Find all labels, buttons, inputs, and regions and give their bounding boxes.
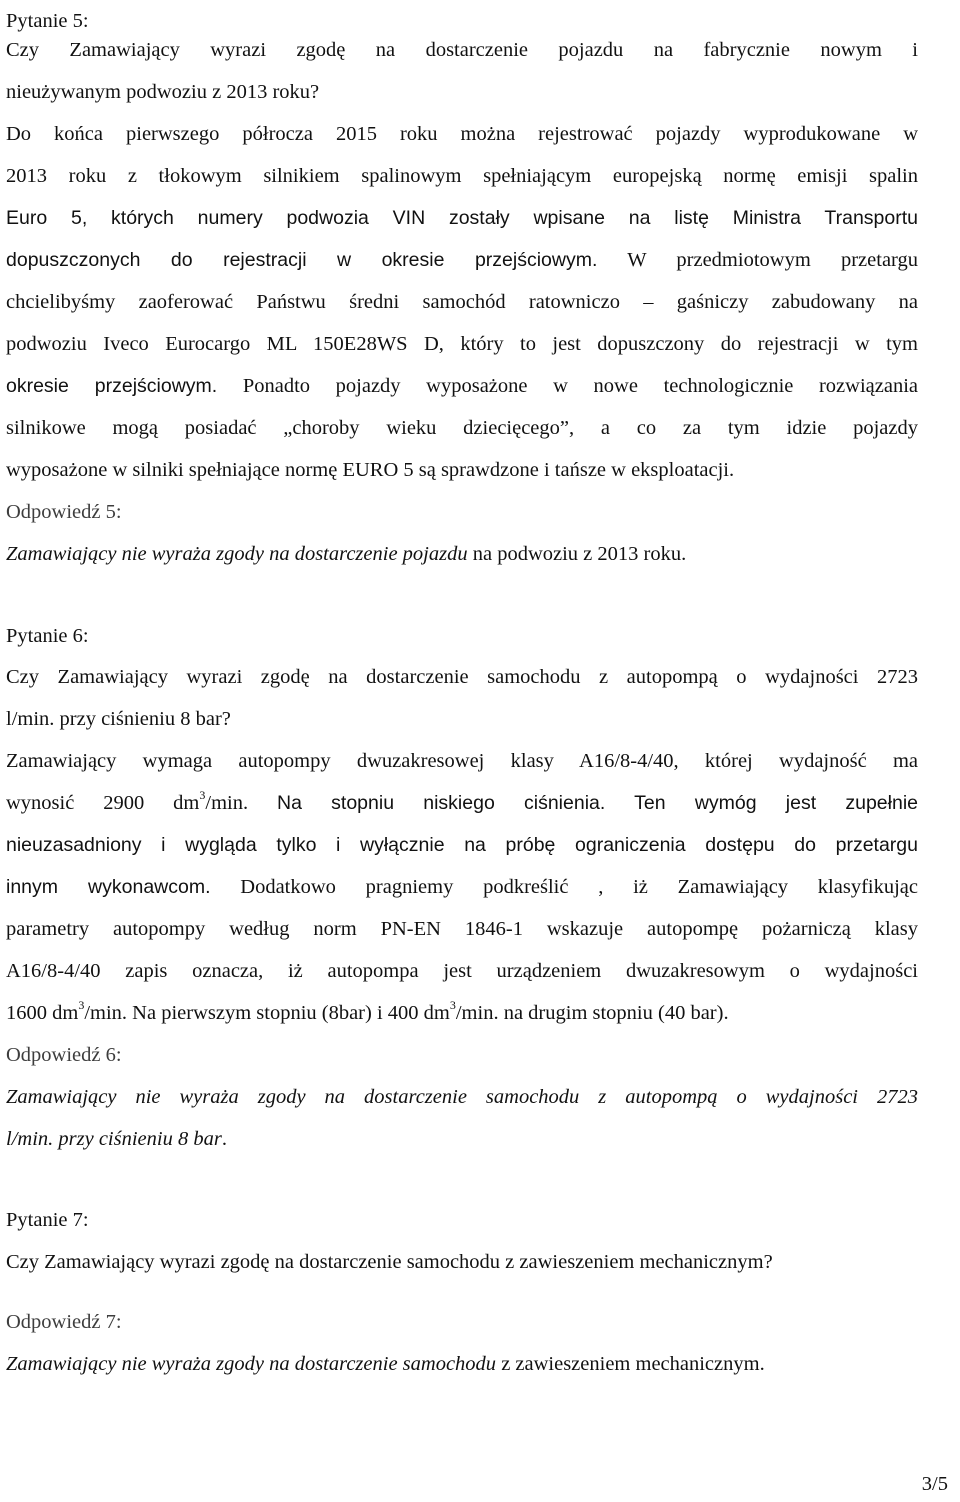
argument-6-line-2-part-2: /min. — [205, 792, 249, 814]
argument-6-line-2 — [6, 782, 918, 824]
question-6-label: Pytanie 6: — [6, 625, 89, 647]
superscript-3: 3 — [78, 998, 85, 1013]
argument-6-line-7-part-2: /min. Na pierwszym stopniu (8bar) i 400 dm — [84, 1002, 450, 1024]
argument-5-line-2: 2013 roku z tłokowym silnikiem spalinowym spełniającym europejską normę emisji spalin — [6, 165, 918, 187]
answer-5-label: Odpowiedź 5: — [6, 501, 122, 523]
question-5-label: Pytanie 5: — [6, 10, 89, 32]
argument-6-line-2-part-1: wynosić 2900 dm — [6, 792, 200, 814]
answer-7-italic: Zamawiający nie wyraża zgody na dostarczenie samochodu — [6, 1353, 497, 1375]
argument-5-line-7-part-1: okresie przejściowym. — [6, 375, 218, 397]
argument-5-line-6: podwoziu Iveco Eurocargo ML 150E28WS D, który to jest dopuszczony do rejestracji w tym — [6, 333, 918, 355]
superscript-3: 3 — [199, 788, 206, 803]
question-7-label: Pytanie 7: — [6, 1209, 89, 1231]
argument-6-line-4 — [6, 866, 918, 908]
answer-6-line-2-italic: l/min. przy ciśnieniu 8 bar — [6, 1128, 222, 1150]
argument-5-line-8: silnikowe mogą posiadać „choroby wieku dziecięcego”, a co za tym idzie pojazdy — [6, 417, 918, 439]
argument-6-line-3: nieuzasadniony i wygląda tylko i wyłącznie na próbę ograniczenia dostępu do przetargu — [6, 834, 918, 856]
argument-6-line-6: A16/8-4/40 zapis oznacza, iż autopompa jest urządzeniem dwuzakresowym o wydajności — [6, 960, 918, 982]
argument-5-line-7-part-2: Ponadto pojazdy wyposażone w nowe technologicznie rozwiązania — [242, 375, 919, 397]
argument-5-line-3: Euro 5, których numery podwozia VIN zostały wpisane na listę Ministra Transportu — [6, 207, 918, 229]
superscript-3: 3 — [449, 998, 456, 1013]
question-5-text-line-2: nieużywanym podwoziu z 2013 roku? — [6, 81, 320, 103]
argument-6-line-4-part-1: innym wykonawcom. — [6, 876, 211, 898]
argument-6-line-7-part-3: /min. na drugim stopniu (40 bar). — [455, 1002, 729, 1024]
argument-5-line-4-part-2: W przedmiotowym przetargu — [627, 249, 918, 271]
argument-6-line-7-part-1: 1600 dm — [6, 1002, 79, 1024]
argument-6-line-1: Zamawiający wymaga autopompy dwuzakresowej klasy A16/8-4/40, której wydajność ma — [6, 750, 918, 772]
argument-5-line-5: chcielibyśmy zaoferować Państwu średni samochód ratowniczo – gaśniczy zabudowany na — [6, 291, 918, 313]
answer-7-label: Odpowiedź 7: — [6, 1311, 122, 1333]
argument-5-line-9: wyposażone w silniki spełniające normę EURO 5 są sprawdzone i tańsze w eksploatacji. — [6, 459, 735, 481]
argument-5-line-1: Do końca pierwszego półrocza 2015 roku można rejestrować pojazdy wyprodukowane w — [6, 123, 918, 145]
argument-6-line-5: parametry autopompy według norm PN-EN 1846-1 wskazuje autopompę pożarniczą klasy — [6, 918, 918, 940]
answer-5-text — [6, 533, 918, 575]
answer-6-line-2 — [6, 1118, 918, 1160]
argument-5-line-4-part-1: dopuszczonych do rejestracji w okresie przejściowym. — [6, 249, 598, 271]
argument-6-line-7 — [6, 992, 918, 1034]
answer-5-italic: Zamawiający nie wyraża zgody na dostarczenie pojazdu — [6, 543, 468, 565]
answer-6-line-2-end: . — [221, 1128, 227, 1150]
answer-7-rest: z zawieszeniem mechanicznym. — [496, 1353, 765, 1375]
argument-5-line-7 — [6, 365, 918, 407]
question-5-text-line-1: Czy Zamawiający wyrazi zgodę na dostarczenie pojazdu na fabrycznie nowym i — [6, 39, 918, 61]
page-number: 3/5 — [921, 1473, 948, 1495]
question-6-text-line-2: l/min. przy ciśnieniu 8 bar? — [6, 708, 231, 730]
question-6-text-line-1: Czy Zamawiający wyrazi zgodę na dostarczenie samochodu z autopompą o wydajności 2723 — [6, 666, 918, 688]
question-7-text: Czy Zamawiający wyrazi zgodę na dostarczenie samochodu z zawieszeniem mechanicznym? — [6, 1251, 773, 1273]
answer-7-text — [6, 1343, 918, 1385]
answer-6-line-1: Zamawiający nie wyraża zgody na dostarczenie samochodu z autopompą o wydajności 2723 — [6, 1086, 918, 1108]
answer-6-label: Odpowiedź 6: — [6, 1044, 122, 1066]
argument-6-line-2-part-3: Na stopniu niskiego ciśnienia. Ten wymóg jest zupełnie — [277, 792, 918, 814]
answer-5-rest: na podwoziu z 2013 roku. — [467, 543, 687, 565]
argument-6-line-4-part-2: Dodatkowo pragniemy podkreślić , iż Zamawiający klasyfikując — [240, 876, 918, 898]
argument-5-line-4 — [6, 239, 918, 281]
